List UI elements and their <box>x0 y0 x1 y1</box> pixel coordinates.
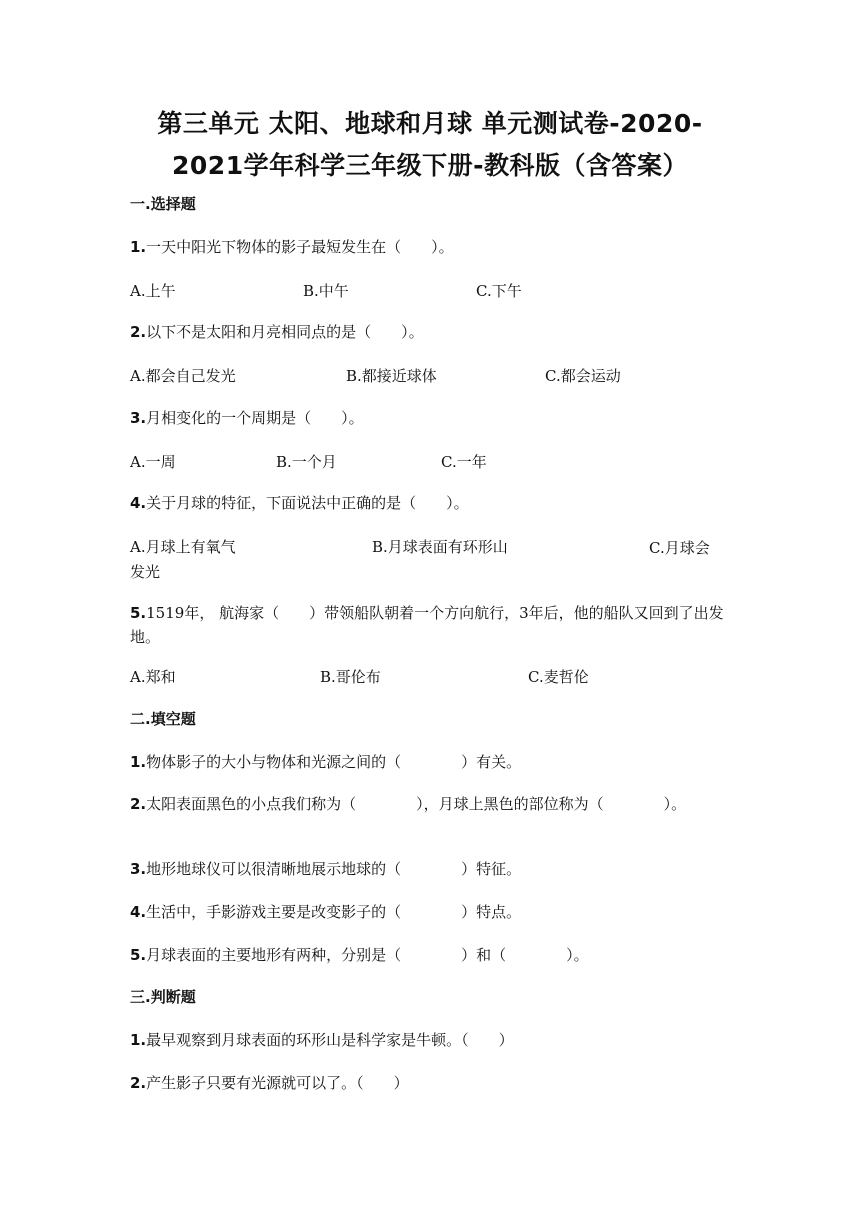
question-text: 月相变化的一个周期是（ ）。 <box>146 409 364 427</box>
option-c: C.一年 <box>441 453 487 471</box>
option-a: A.上午 <box>130 282 176 300</box>
question-judge-1 <box>130 1028 730 1052</box>
question-fill-5 <box>130 943 730 967</box>
question-fill-3 <box>130 857 730 881</box>
option-b: B.一个月 <box>276 453 337 471</box>
question-choice-5 <box>130 601 725 649</box>
question-text: 生活中，手影游戏主要是改变影子的（ ）特点。 <box>146 903 522 921</box>
question-number: 1. <box>130 753 147 771</box>
option-a: A.一周 <box>130 453 176 471</box>
question-number: 2. <box>130 795 147 813</box>
question-number: 4. <box>130 903 147 921</box>
question-number: 4. <box>130 494 147 512</box>
section-heading-judge: 三.判断题 <box>130 988 196 1006</box>
question-choice-2 <box>130 320 730 344</box>
question-number: 5. <box>130 946 147 964</box>
question-number: 1. <box>130 1031 147 1049</box>
question-number: 1. <box>130 238 147 256</box>
option-c: C.下午 <box>476 282 522 300</box>
question-number: 3. <box>130 860 147 878</box>
option-b: B.月球表面有环形山 <box>372 538 508 556</box>
question-number: 2. <box>130 323 147 341</box>
question-text: 一天中阳光下物体的影子最短发生在（ ）。 <box>146 238 454 256</box>
option-a: A.郑和 <box>130 668 176 686</box>
question-number: 3. <box>130 409 147 427</box>
question-text: 太阳表面黑色的小点我们称为（ ），月球上黑色的部位称为（ ）。 <box>146 795 687 813</box>
section-heading-fill: 二.填空题 <box>130 710 196 728</box>
question-text: 最早观察到月球表面的环形山是科学家是牛顿。（ ） <box>146 1031 514 1049</box>
question-text: 关于月球的特征，下面说法中正确的是（ ）。 <box>146 494 469 512</box>
option-b: B.中午 <box>303 282 349 300</box>
question-text: 地形地球仪可以很清晰地展示地球的（ ）特征。 <box>146 860 522 878</box>
option-b: B.都接近球体 <box>346 367 437 385</box>
question-text: 产生影子只要有光源就可以了。（ ） <box>146 1074 409 1092</box>
option-c: C.都会运动 <box>545 367 621 385</box>
option-c-wrapper <box>130 536 720 584</box>
option-a: A.都会自己发光 <box>130 367 236 385</box>
section-heading-choice: 一.选择题 <box>130 195 196 213</box>
question-fill-4 <box>130 900 730 924</box>
question-choice-4 <box>130 491 730 515</box>
page-title: 第三单元 太阳、地球和月球 单元测试卷-2020-2021学年科学三年级下册-教科版（含答案） <box>157 109 703 180</box>
question-text: 1519年， 航海家（ ）带领船队朝着一个方向航行，3年后，他的船队又回到了出发地。 <box>130 604 724 646</box>
option-c: C.麦哲伦 <box>528 668 589 686</box>
question-number: 5. <box>130 604 147 622</box>
question-text: 以下不是太阳和月亮相同点的是（ ）。 <box>146 323 424 341</box>
question-choice-3 <box>130 406 730 430</box>
option-b: B.哥伦布 <box>320 668 381 686</box>
question-text: 物体影子的大小与物体和光源之间的（ ）有关。 <box>146 753 522 771</box>
question-number: 2. <box>130 1074 147 1092</box>
option-a: A.月球上有氧气 <box>130 538 236 556</box>
question-text: 月球表面的主要地形有两种，分别是（ ）和（ ）。 <box>146 946 589 964</box>
question-fill-1 <box>130 750 730 774</box>
question-choice-1 <box>130 235 730 259</box>
question-judge-2 <box>130 1071 730 1095</box>
question-fill-2 <box>130 792 690 816</box>
option-c: C.月球会发光 <box>130 539 710 581</box>
